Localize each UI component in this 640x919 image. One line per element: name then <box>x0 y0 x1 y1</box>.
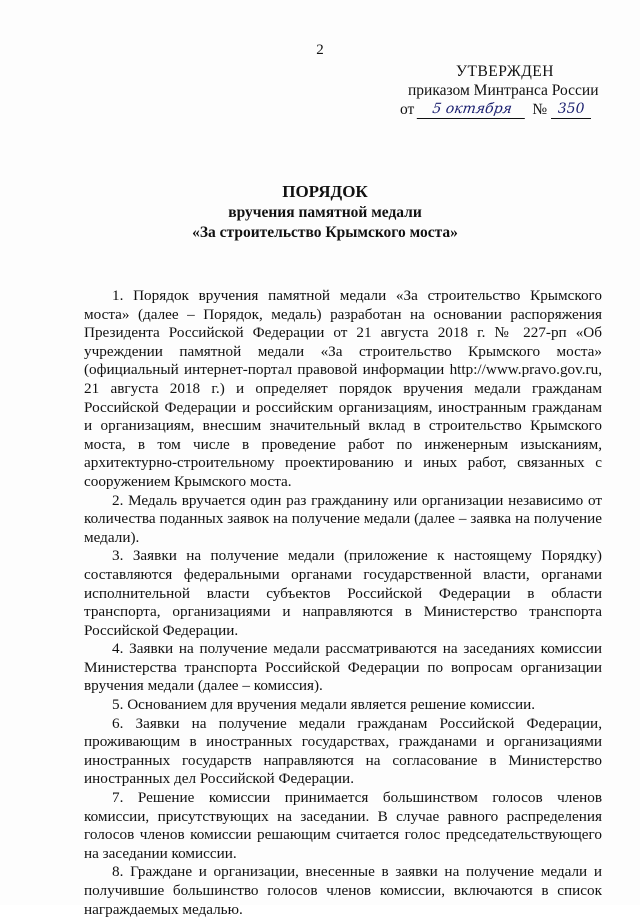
paragraph-5: 5. Основанием для вручения медали является решение комиссии. <box>112 696 536 714</box>
paragraph-7: 7. Решение комиссии принимается большинством голосов членов комиссии, присутствующих на заседании. В случае равного распределения голосов членов комиссии решающим считается голос председательствующего на заседании комиссии. <box>84 789 602 862</box>
document-title <box>0 181 640 243</box>
paragraph-2: 2. Медаль вручается один раз гражданину или организации независимо от количества поданных заявок на получение медали (далее – заявка на получение медали). <box>84 491 602 546</box>
title-sub1: вручения памятной медали <box>228 204 422 221</box>
paragraph-8: 8. Граждане и организации, внесенные в заявки на получение медали и получившие большинство голосов членов комиссии, включаются в список награждаемых медалью. <box>84 863 602 918</box>
paragraph-3: 3. Заявки на получение медали (приложение к настоящему Порядку) составляются федеральными органами государственной власти, органами исполнительной власти субъектов Российской Федерации в области транспорта, организациями и направляются в Министерство транспорта Российской Федерации. <box>84 547 602 639</box>
approval-order-line: приказом Минтранса России <box>408 82 599 99</box>
approval-date-number-line <box>400 100 600 119</box>
title-main: ПОРЯДОК <box>282 182 368 201</box>
approval-heading: УТВЕРЖДЕН <box>456 63 554 80</box>
approval-number-label: № <box>532 101 548 118</box>
approval-stamp-block <box>400 62 600 119</box>
document-body <box>84 287 602 919</box>
paragraph-6: 6. Заявки на получение медали гражданам Российской Федерации, проживающим в иностранных государствах, гражданами и организациями иностранных государств направляются на согласование в Министерство иностранных дел Российской Федерации. <box>84 714 602 788</box>
handwritten-order-number: 350 <box>551 101 591 119</box>
approval-from-label: от <box>400 101 415 118</box>
title-sub2: «За строительство Крымского моста» <box>192 224 458 241</box>
handwritten-date: 5 октября <box>417 101 528 119</box>
paragraph-4: 4. Заявки на получение медали рассматриваются на заседаниях комиссии Министерства транспорта Российской Федерации по вопросам организации вручения медали (далее – комиссия). <box>84 640 602 695</box>
page-number: 2 <box>316 42 324 58</box>
paragraph-1: 1. Порядок вручения памятной медали «За строительство Крымского моста» (далее – Порядок, медаль) разработан на основании распоряжения Президента Российской Федерации от 21 августа 2018 г. № 227-рп «Об учреждении памятной медали «За строительство Крымского моста» (официальный интернет-портал правовой информации http://www.pravo.gov.ru, 21 августа 2018 г.) и определяет порядок вручения медали гражданам Российской Федерации и российским организациям, иностранным гражданам и организациям, внесшим значительный вклад в строительство Крымского моста, в том числе в проведение работ по инженерным изысканиям, архитектурно-строительному проектированию и иных работ, связанных с сооружением Крымского моста. <box>84 287 602 490</box>
